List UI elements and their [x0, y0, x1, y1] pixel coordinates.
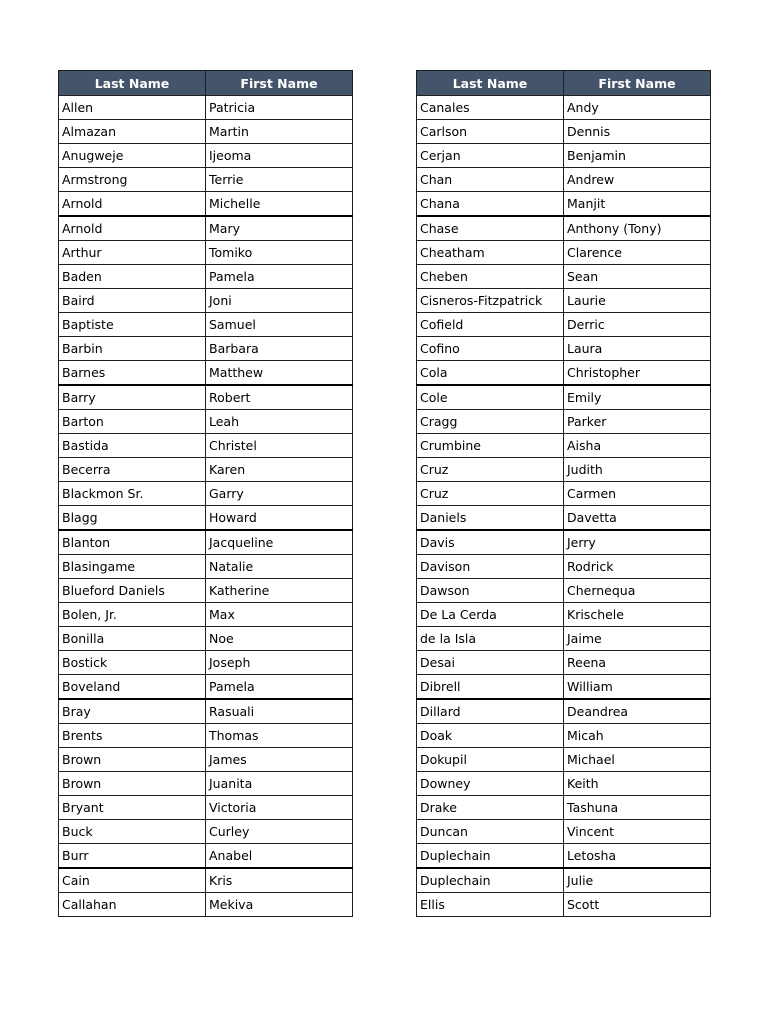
last-name-cell: Dibrell: [417, 675, 564, 700]
table-row: [59, 265, 353, 289]
first-name-cell: Christopher: [564, 361, 711, 386]
first-name-cell: Rasuali: [206, 699, 353, 724]
table-row: [59, 482, 353, 506]
last-name-cell: Davison: [417, 555, 564, 579]
first-name-cell: Curley: [206, 820, 353, 844]
table-row: [59, 289, 353, 313]
last-name-cell: Daniels: [417, 506, 564, 531]
table-row: [59, 748, 353, 772]
table-row: [59, 820, 353, 844]
last-name-cell: Baptiste: [59, 313, 206, 337]
last-name-cell: Callahan: [59, 893, 206, 917]
table-row: [417, 337, 711, 361]
last-name-cell: Arnold: [59, 216, 206, 241]
last-name-cell: Dillard: [417, 699, 564, 724]
last-name-cell: Bolen, Jr.: [59, 603, 206, 627]
header-row: [417, 71, 711, 96]
last-name-cell: Cruz: [417, 482, 564, 506]
table-row: [417, 748, 711, 772]
table-row: [417, 627, 711, 651]
table-row: [59, 796, 353, 820]
last-name-cell: Dokupil: [417, 748, 564, 772]
table-row: [417, 506, 711, 531]
table-row: [59, 772, 353, 796]
first-name-cell: Manjit: [564, 192, 711, 217]
table-row: [59, 651, 353, 675]
first-name-cell: Vincent: [564, 820, 711, 844]
first-name-cell: Laurie: [564, 289, 711, 313]
first-name-cell: Thomas: [206, 724, 353, 748]
first-name-cell: Sean: [564, 265, 711, 289]
table-row: [59, 120, 353, 144]
last-name-cell: Carlson: [417, 120, 564, 144]
table-row: [59, 410, 353, 434]
table-row: [59, 627, 353, 651]
first-name-header: First Name: [564, 71, 711, 96]
table-row: [59, 893, 353, 917]
table-row: [417, 410, 711, 434]
header-row: [59, 71, 353, 96]
table-row: [417, 482, 711, 506]
first-name-cell: Victoria: [206, 796, 353, 820]
last-name-cell: Boveland: [59, 675, 206, 700]
table-row: [417, 675, 711, 700]
first-name-cell: Mary: [206, 216, 353, 241]
first-name-cell: Andrew: [564, 168, 711, 192]
last-name-cell: Canales: [417, 96, 564, 120]
table-row: [59, 868, 353, 893]
table-row: [417, 844, 711, 869]
table-row: [417, 651, 711, 675]
table-row: [59, 579, 353, 603]
last-name-cell: Blackmon Sr.: [59, 482, 206, 506]
first-name-cell: Leah: [206, 410, 353, 434]
last-name-cell: Ellis: [417, 893, 564, 917]
last-name-cell: Cruz: [417, 458, 564, 482]
last-name-cell: Baden: [59, 265, 206, 289]
table-row: [417, 724, 711, 748]
last-name-cell: Allen: [59, 96, 206, 120]
first-name-cell: Mekiva: [206, 893, 353, 917]
first-name-cell: Natalie: [206, 555, 353, 579]
first-name-cell: Pamela: [206, 265, 353, 289]
table-row: [59, 241, 353, 265]
last-name-cell: Duplechain: [417, 844, 564, 869]
table-row: [417, 289, 711, 313]
table-row: [417, 458, 711, 482]
table-row: [417, 385, 711, 410]
last-name-cell: Crumbine: [417, 434, 564, 458]
first-name-cell: Letosha: [564, 844, 711, 869]
last-name-cell: Arthur: [59, 241, 206, 265]
table-row: [417, 361, 711, 386]
last-name-cell: Barnes: [59, 361, 206, 386]
last-name-cell: Barbin: [59, 337, 206, 361]
first-name-cell: Tomiko: [206, 241, 353, 265]
last-name-cell: Duncan: [417, 820, 564, 844]
table-row: [59, 555, 353, 579]
last-name-cell: Becerra: [59, 458, 206, 482]
last-name-cell: Downey: [417, 772, 564, 796]
first-name-cell: Keith: [564, 772, 711, 796]
last-name-cell: de la Isla: [417, 627, 564, 651]
first-name-cell: Karen: [206, 458, 353, 482]
first-name-cell: Laura: [564, 337, 711, 361]
last-name-cell: Bonilla: [59, 627, 206, 651]
table-row: [417, 868, 711, 893]
first-name-cell: Noe: [206, 627, 353, 651]
last-name-cell: Chase: [417, 216, 564, 241]
first-name-cell: Jerry: [564, 530, 711, 555]
first-name-cell: Judith: [564, 458, 711, 482]
first-name-cell: Deandrea: [564, 699, 711, 724]
last-name-cell: Cofino: [417, 337, 564, 361]
table-row: [59, 96, 353, 120]
last-name-cell: Burr: [59, 844, 206, 869]
first-name-cell: Anabel: [206, 844, 353, 869]
last-name-header: Last Name: [59, 71, 206, 96]
first-name-cell: Chernequa: [564, 579, 711, 603]
table-row: [59, 603, 353, 627]
last-name-cell: Drake: [417, 796, 564, 820]
table-row: [59, 530, 353, 555]
table-row: [417, 579, 711, 603]
table-row: [417, 893, 711, 917]
table-row: [59, 337, 353, 361]
last-name-cell: Almazan: [59, 120, 206, 144]
table-row: [417, 434, 711, 458]
table-row: [59, 724, 353, 748]
first-name-cell: Joseph: [206, 651, 353, 675]
first-name-cell: Jaime: [564, 627, 711, 651]
first-name-cell: Max: [206, 603, 353, 627]
first-name-cell: Juanita: [206, 772, 353, 796]
last-name-cell: Anugweje: [59, 144, 206, 168]
table-row: [417, 820, 711, 844]
table-row: [59, 144, 353, 168]
table-row: [59, 458, 353, 482]
first-name-cell: Robert: [206, 385, 353, 410]
first-name-cell: Howard: [206, 506, 353, 531]
last-name-cell: Cisneros-Fitzpatrick: [417, 289, 564, 313]
last-name-cell: Bray: [59, 699, 206, 724]
table-row: [417, 96, 711, 120]
table-row: [59, 506, 353, 531]
first-name-cell: Michael: [564, 748, 711, 772]
table-row: [59, 216, 353, 241]
last-name-cell: Brents: [59, 724, 206, 748]
first-name-cell: Terrie: [206, 168, 353, 192]
last-name-cell: Arnold: [59, 192, 206, 217]
table-row: [417, 192, 711, 217]
first-name-cell: Parker: [564, 410, 711, 434]
last-name-cell: Barton: [59, 410, 206, 434]
table-row: [59, 434, 353, 458]
last-name-cell: Blasingame: [59, 555, 206, 579]
last-name-cell: Cerjan: [417, 144, 564, 168]
last-name-cell: Barry: [59, 385, 206, 410]
first-name-cell: Matthew: [206, 361, 353, 386]
table-row: [59, 192, 353, 217]
names-table-left: [58, 70, 353, 917]
last-name-cell: Cragg: [417, 410, 564, 434]
table-row: [417, 530, 711, 555]
last-name-cell: Cola: [417, 361, 564, 386]
first-name-cell: Benjamin: [564, 144, 711, 168]
first-name-cell: Jacqueline: [206, 530, 353, 555]
first-name-cell: Katherine: [206, 579, 353, 603]
last-name-cell: Dawson: [417, 579, 564, 603]
last-name-cell: Davis: [417, 530, 564, 555]
last-name-cell: Chan: [417, 168, 564, 192]
first-name-cell: Krischele: [564, 603, 711, 627]
first-name-cell: Rodrick: [564, 555, 711, 579]
first-name-cell: Michelle: [206, 192, 353, 217]
table-row: [417, 241, 711, 265]
first-name-cell: Clarence: [564, 241, 711, 265]
first-name-cell: Anthony (Tony): [564, 216, 711, 241]
last-name-cell: Buck: [59, 820, 206, 844]
table-row: [59, 385, 353, 410]
table-row: [59, 361, 353, 386]
first-name-cell: Scott: [564, 893, 711, 917]
first-name-cell: Samuel: [206, 313, 353, 337]
last-name-cell: Desai: [417, 651, 564, 675]
table-row: [417, 796, 711, 820]
last-name-cell: Bostick: [59, 651, 206, 675]
first-name-cell: Christel: [206, 434, 353, 458]
last-name-cell: Brown: [59, 772, 206, 796]
first-name-cell: Julie: [564, 868, 711, 893]
first-name-cell: Pamela: [206, 675, 353, 700]
table-row: [59, 168, 353, 192]
last-name-cell: Blagg: [59, 506, 206, 531]
last-name-cell: Armstrong: [59, 168, 206, 192]
last-name-cell: Chana: [417, 192, 564, 217]
last-name-cell: Blueford Daniels: [59, 579, 206, 603]
table-row: [59, 675, 353, 700]
first-name-cell: Ijeoma: [206, 144, 353, 168]
last-name-cell: Baird: [59, 289, 206, 313]
table-row: [417, 772, 711, 796]
last-name-cell: Duplechain: [417, 868, 564, 893]
first-name-cell: Carmen: [564, 482, 711, 506]
first-name-cell: James: [206, 748, 353, 772]
table-row: [417, 120, 711, 144]
table-row: [417, 555, 711, 579]
first-name-cell: Emily: [564, 385, 711, 410]
first-name-cell: Andy: [564, 96, 711, 120]
first-name-cell: Patricia: [206, 96, 353, 120]
first-name-cell: Joni: [206, 289, 353, 313]
table-row: [417, 168, 711, 192]
table-row: [417, 144, 711, 168]
table-row: [417, 603, 711, 627]
last-name-cell: Bryant: [59, 796, 206, 820]
table-row: [59, 699, 353, 724]
last-name-cell: Doak: [417, 724, 564, 748]
table-row: [417, 265, 711, 289]
last-name-cell: Cofield: [417, 313, 564, 337]
last-name-cell: Bastida: [59, 434, 206, 458]
first-name-cell: Aisha: [564, 434, 711, 458]
names-table-right: [416, 70, 711, 917]
last-name-cell: Cain: [59, 868, 206, 893]
first-name-cell: William: [564, 675, 711, 700]
last-name-header: Last Name: [417, 71, 564, 96]
first-name-cell: Kris: [206, 868, 353, 893]
last-name-cell: Blanton: [59, 530, 206, 555]
first-name-cell: Derric: [564, 313, 711, 337]
last-name-cell: Cheatham: [417, 241, 564, 265]
first-name-cell: Martin: [206, 120, 353, 144]
last-name-cell: Cheben: [417, 265, 564, 289]
last-name-cell: Cole: [417, 385, 564, 410]
last-name-cell: Brown: [59, 748, 206, 772]
table-row: [417, 313, 711, 337]
first-name-cell: Dennis: [564, 120, 711, 144]
first-name-cell: Garry: [206, 482, 353, 506]
table-row: [417, 699, 711, 724]
table-row: [417, 216, 711, 241]
first-name-cell: Tashuna: [564, 796, 711, 820]
first-name-cell: Barbara: [206, 337, 353, 361]
table-row: [59, 844, 353, 869]
first-name-cell: Micah: [564, 724, 711, 748]
first-name-cell: Reena: [564, 651, 711, 675]
first-name-header: First Name: [206, 71, 353, 96]
first-name-cell: Davetta: [564, 506, 711, 531]
table-row: [59, 313, 353, 337]
last-name-cell: De La Cerda: [417, 603, 564, 627]
